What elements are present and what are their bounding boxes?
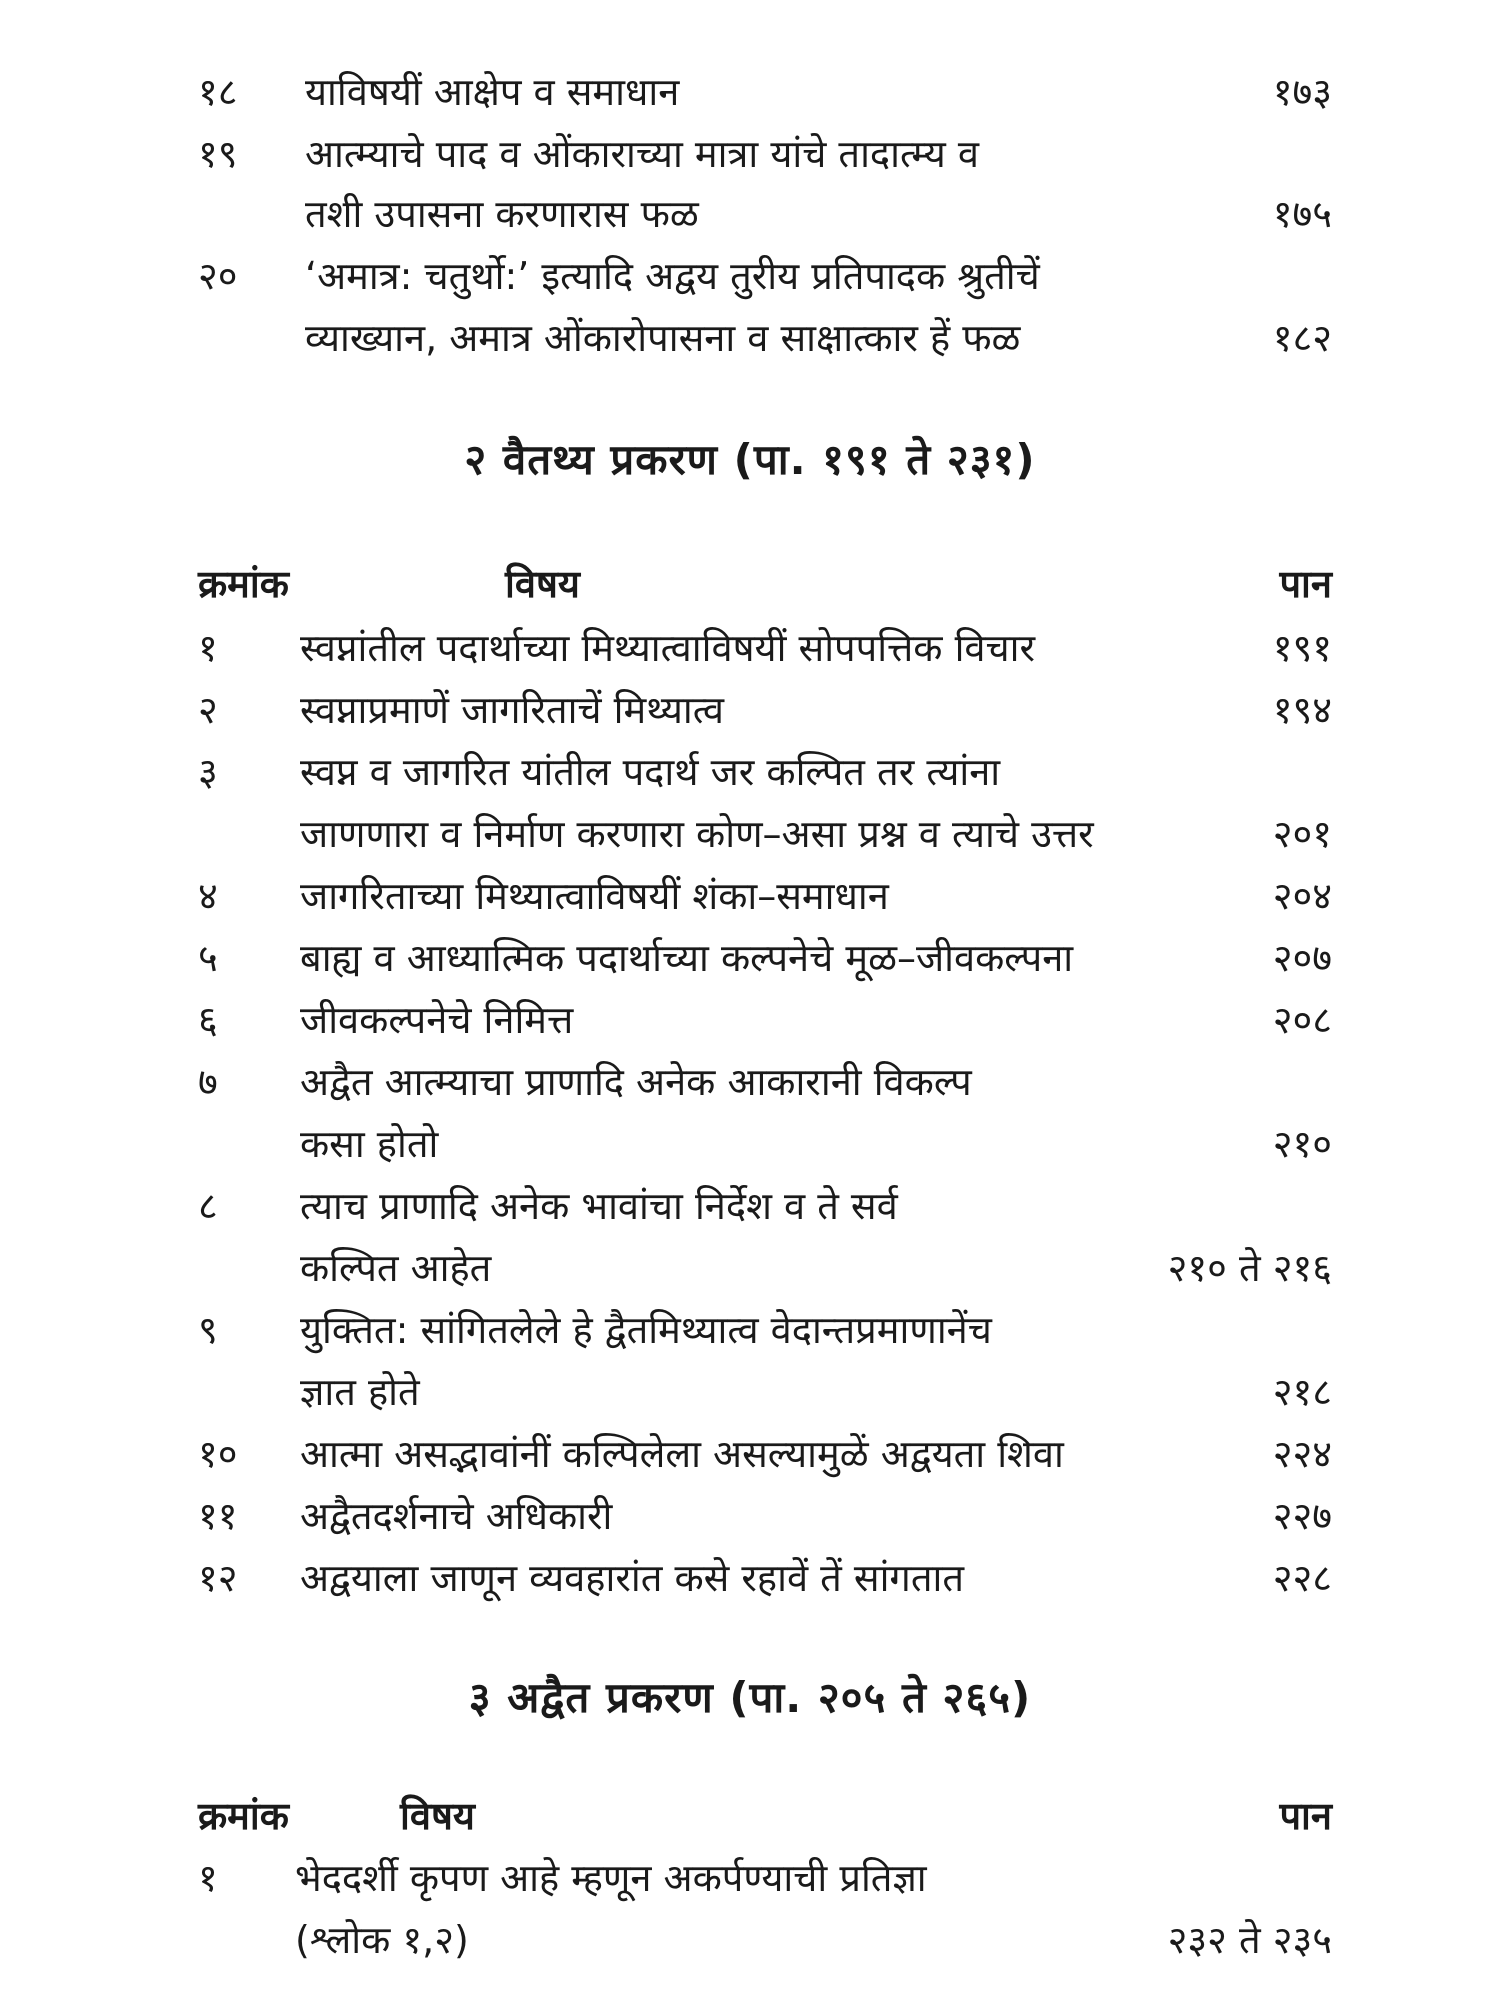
entry-page: २०७	[1272, 936, 1332, 980]
entry-page: २२४	[1272, 1432, 1332, 1476]
entry-page: २०१	[1272, 812, 1332, 856]
entry-number: १	[198, 626, 218, 670]
column-header-subject: विषय	[400, 1794, 475, 1838]
entry-number: ११	[198, 1494, 238, 1538]
entry-subject: ज्ञात होते	[300, 1370, 420, 1414]
entry-page: १७५	[1272, 192, 1332, 236]
entry-subject: जीवकल्पनेचे निमित्त	[300, 998, 574, 1042]
entry-page: १९४	[1272, 688, 1332, 732]
entry-page: २१०	[1272, 1122, 1332, 1166]
entry-subject: कल्पित आहेत	[300, 1246, 492, 1290]
column-header-page: पान	[1279, 1794, 1332, 1838]
section-heading: ३ अद्वैत प्रकरण (पा. २०५ ते २६५)	[468, 1673, 1032, 1722]
entry-subject: व्याख्यान, अमात्र ओंकारोपासना व साक्षात्कार हें फळ	[305, 316, 1021, 360]
entry-page: २३२ ते २३५	[1167, 1918, 1332, 1962]
entry-page: २२८	[1272, 1556, 1332, 1600]
entry-number: २	[198, 688, 218, 732]
entry-subject: स्वप्नाप्रमाणें जागरिताचें मिथ्यात्व	[300, 688, 724, 732]
entry-subject: भेददर्शी कृपण आहे म्हणून अकर्पण्याची प्रतिज्ञा	[295, 1856, 927, 1900]
entry-number: १८	[198, 70, 238, 114]
entry-number: १०	[198, 1432, 238, 1476]
entry-subject: अद्वैत आत्म्याचा प्राणादि अनेक आकारानी विकल्प	[300, 1060, 972, 1104]
entry-page: २०४	[1272, 874, 1332, 918]
entry-page: २१० ते २१६	[1167, 1246, 1332, 1290]
entry-number: ४	[198, 874, 218, 918]
entry-number: ७	[198, 1060, 218, 1104]
entry-subject: याविषयीं आक्षेप व समाधान	[305, 70, 680, 114]
column-header-subject: विषय	[505, 562, 580, 606]
entry-subject: त्याच प्राणादि अनेक भावांचा निर्देश व ते सर्व	[300, 1184, 898, 1228]
entry-subject: स्वप्न व जागरित यांतील पदार्थ जर कल्पित तर त्यांना	[300, 750, 1001, 794]
column-header-number: क्रमांक	[198, 562, 289, 606]
entry-subject: अद्वैतदर्शनाचे अधिकारी	[300, 1494, 613, 1538]
entry-page: २१८	[1272, 1370, 1332, 1414]
column-header-page: पान	[1279, 562, 1332, 606]
entry-subject: आत्मा असद्भावांनीं कल्पिलेला असल्यामुळें अद्वयता शिवा	[300, 1432, 1064, 1476]
entry-page: २२७	[1272, 1494, 1332, 1538]
entry-subject: ‘अमात्र: चतुर्थो:’ इत्यादि अद्वय तुरीय प्रतिपादक श्रुतीचें	[305, 254, 1040, 298]
entry-number: ९	[198, 1308, 218, 1352]
entry-number: ५	[198, 936, 218, 980]
section-heading: २ वैतथ्य प्रकरण (पा. १९१ ते २३१)	[464, 435, 1036, 484]
column-header-number: क्रमांक	[198, 1794, 289, 1838]
entry-subject: (श्लोक १,२)	[295, 1918, 469, 1962]
entry-subject: बाह्य व आध्यात्मिक पदार्थाच्या कल्पनेचे मूळ–जीवकल्पना	[300, 936, 1074, 980]
entry-page: १७३	[1272, 70, 1332, 114]
entry-number: २०	[198, 254, 238, 298]
entry-subject: स्वप्नांतील पदार्थाच्या मिथ्यात्वाविषयीं सोपपत्तिक विचार	[300, 626, 1036, 670]
entry-number: ६	[198, 998, 218, 1042]
entry-number: १	[198, 1856, 218, 1900]
entry-page: १९१	[1272, 626, 1332, 670]
entry-number: ३	[198, 750, 218, 794]
entry-page: २०८	[1272, 998, 1332, 1042]
entry-number: ८	[198, 1184, 218, 1228]
entry-subject: आत्म्याचे पाद व ओंकाराच्या मात्रा यांचे तादात्म्य व	[305, 132, 979, 176]
entry-subject: कसा होतो	[300, 1122, 439, 1166]
entry-subject: युक्तित: सांगितलेले हे द्वैतमिथ्यात्व वेदान्तप्रमाणानेंच	[300, 1308, 992, 1352]
entry-number: १९	[198, 132, 238, 176]
entry-subject: जाणणारा व निर्माण करणारा कोण–असा प्रश्न व त्याचे उत्तर	[300, 812, 1094, 856]
entry-subject: जागरिताच्या मिथ्यात्वाविषयीं शंका–समाधान	[300, 874, 889, 918]
entry-subject: अद्वयाला जाणून व्यवहारांत कसे रहावें तें सांगतात	[300, 1556, 964, 1600]
entry-page: १८२	[1272, 316, 1332, 360]
entry-subject: तशी उपासना करणारास फळ	[305, 192, 699, 236]
entry-number: १२	[198, 1556, 238, 1600]
